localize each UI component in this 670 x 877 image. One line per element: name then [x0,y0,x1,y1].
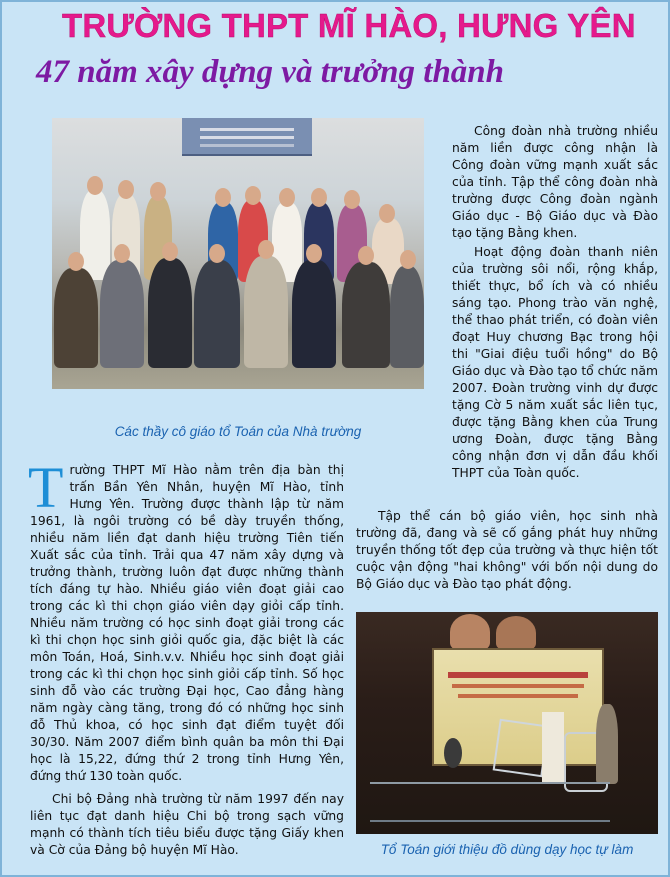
screen-bar [458,694,578,698]
paragraph: Công đoàn nhà trường nhiều năm liền được công nhận là Công đoàn vững mạnh xuất sắc của tỉnh. Tập thể công đoàn nhà trường được Công đoàn ngành Giáo dục - Bộ Giáo dục và Đào tạo tặng Bằng khen. [452,124,658,240]
portrait-decoration [450,614,490,650]
article-subtitle: 47 năm xây dựng và trưởng thành [36,54,505,90]
person [390,266,424,368]
paragraph-text: rường THPT Mĩ Hào nằm trên địa bàn thị trấn Bần Yên Nhân, huyện Mĩ Hào, tỉnh Hưng Yên. Trường được thành lập từ năm 1961, là ngôi trường có bề dày truyền thống, nhiều năm liền đạt danh hiệu trường Tiên tiến Xuất sắc của tỉnh. Trải qua 47 năm xây dựng và trưởng thành, trường luôn đạt được những thành tích đáng tự hào. Nhiều giáo viên đoạt giải cao trong các kì thi chọn giáo viên dạy giỏi cấp tỉnh. Nhiều năm trường có học sinh đoạt giải trong các kì thi chọn học sinh giỏi quốc gia, đặc biệt là các môn Toán, Hoá, Sinh.v.v. Nhiều học sinh đoạt giải trong các kì thi chọn học sinh giỏi cấp tỉnh. Số học sinh đỗ vào các trường Đại học, Cao đẳng hàng năm ngày càng tăng, trong đó có những học sinh đỗ Thủ khoa, có học sinh đạt điểm tuyệt đối 30/30. Năm 2007 điểm bình quân ba môn thi Đại học là 15,22, đứng thứ 2 trong tỉnh Hưng Yên, đứng thứ 130 toàn quốc. [30,463,344,783]
math-department-photo [356,612,658,834]
person-head [215,188,231,207]
person-head [344,190,360,209]
person [292,260,336,368]
person-head [379,204,395,223]
person [596,704,618,784]
photo1-caption: Các thầy cô giáo tổ Toán của Nhà trường [114,424,362,439]
portrait-decoration [496,616,536,650]
paragraph: Hoạt động đoàn thanh niên của trường sôi nổi, rộng khắp, thiết thực, bổ ích và có nhiều sáng tạo. Phong trào văn nghệ, thể thao phát triển, có đoàn viên đoạt Huy chương Bạc trong hội thi "Giai điệu tuổi hồng" do Bộ Giáo dục và Đào tạo tổ chức năm 2007. Đoàn trường vinh dự được tặng Cờ 5 năm xuất sắc liên tục, được tặng Bằng khen của Trung ương Đoàn, được tặng Bằng công nhận đơn vị dẫn đầu khối THPT của Toàn quốc. [452,245,658,480]
person [244,256,288,368]
person [100,260,144,368]
mid-block [356,508,658,595]
person-head [209,244,225,263]
paragraph: Chi bộ Đảng nhà trường từ năm 1997 đến nay liên tục đạt danh hiệu Chi bộ trong sạch vững mạnh có thành tích tiêu biểu được tặng Giấy khen và Cờ của Đảng bộ huyện Mĩ Hào. [30,792,344,857]
person-head [258,240,274,259]
person-head [311,188,327,207]
person-head [162,242,178,261]
person [542,712,564,782]
dropcap-letter: T [28,455,64,520]
person-head [118,180,134,199]
person-head [68,252,84,271]
person [148,258,192,368]
person-head [245,186,261,205]
person-head [150,182,166,201]
teachers-group-photo [52,118,424,389]
person [54,268,98,368]
person-head [400,250,416,269]
person [342,262,390,368]
display-table [370,782,610,822]
teaching-model [493,719,550,777]
person-head [87,176,103,195]
person [194,260,240,368]
person-head [358,246,374,265]
person [80,190,110,280]
article-title: TRƯỜNG THPT MĨ HÀO, HƯNG YÊN [62,7,636,44]
person [444,738,462,768]
person-head [279,188,295,207]
paragraph [28,455,344,785]
photo-banner [182,118,312,156]
paragraph: Tập thể cán bộ giáo viên, học sinh nhà trường đã, đang và sẽ cố gắng phát huy những truyền thống tốt đẹp của trường và thực hiện tốt cuộc vận động "hai không" với bốn nội dung do Bộ Giáo dục và Đào tạo phát động. [356,509,658,591]
person-head [306,244,322,263]
screen-bar [452,684,584,688]
right-column [452,123,658,484]
screen-bar [448,672,588,678]
person-head [114,244,130,263]
photo2-caption: Tổ Toán giới thiệu đồ dùng dạy học tự làm [380,842,634,857]
left-column [28,455,344,861]
